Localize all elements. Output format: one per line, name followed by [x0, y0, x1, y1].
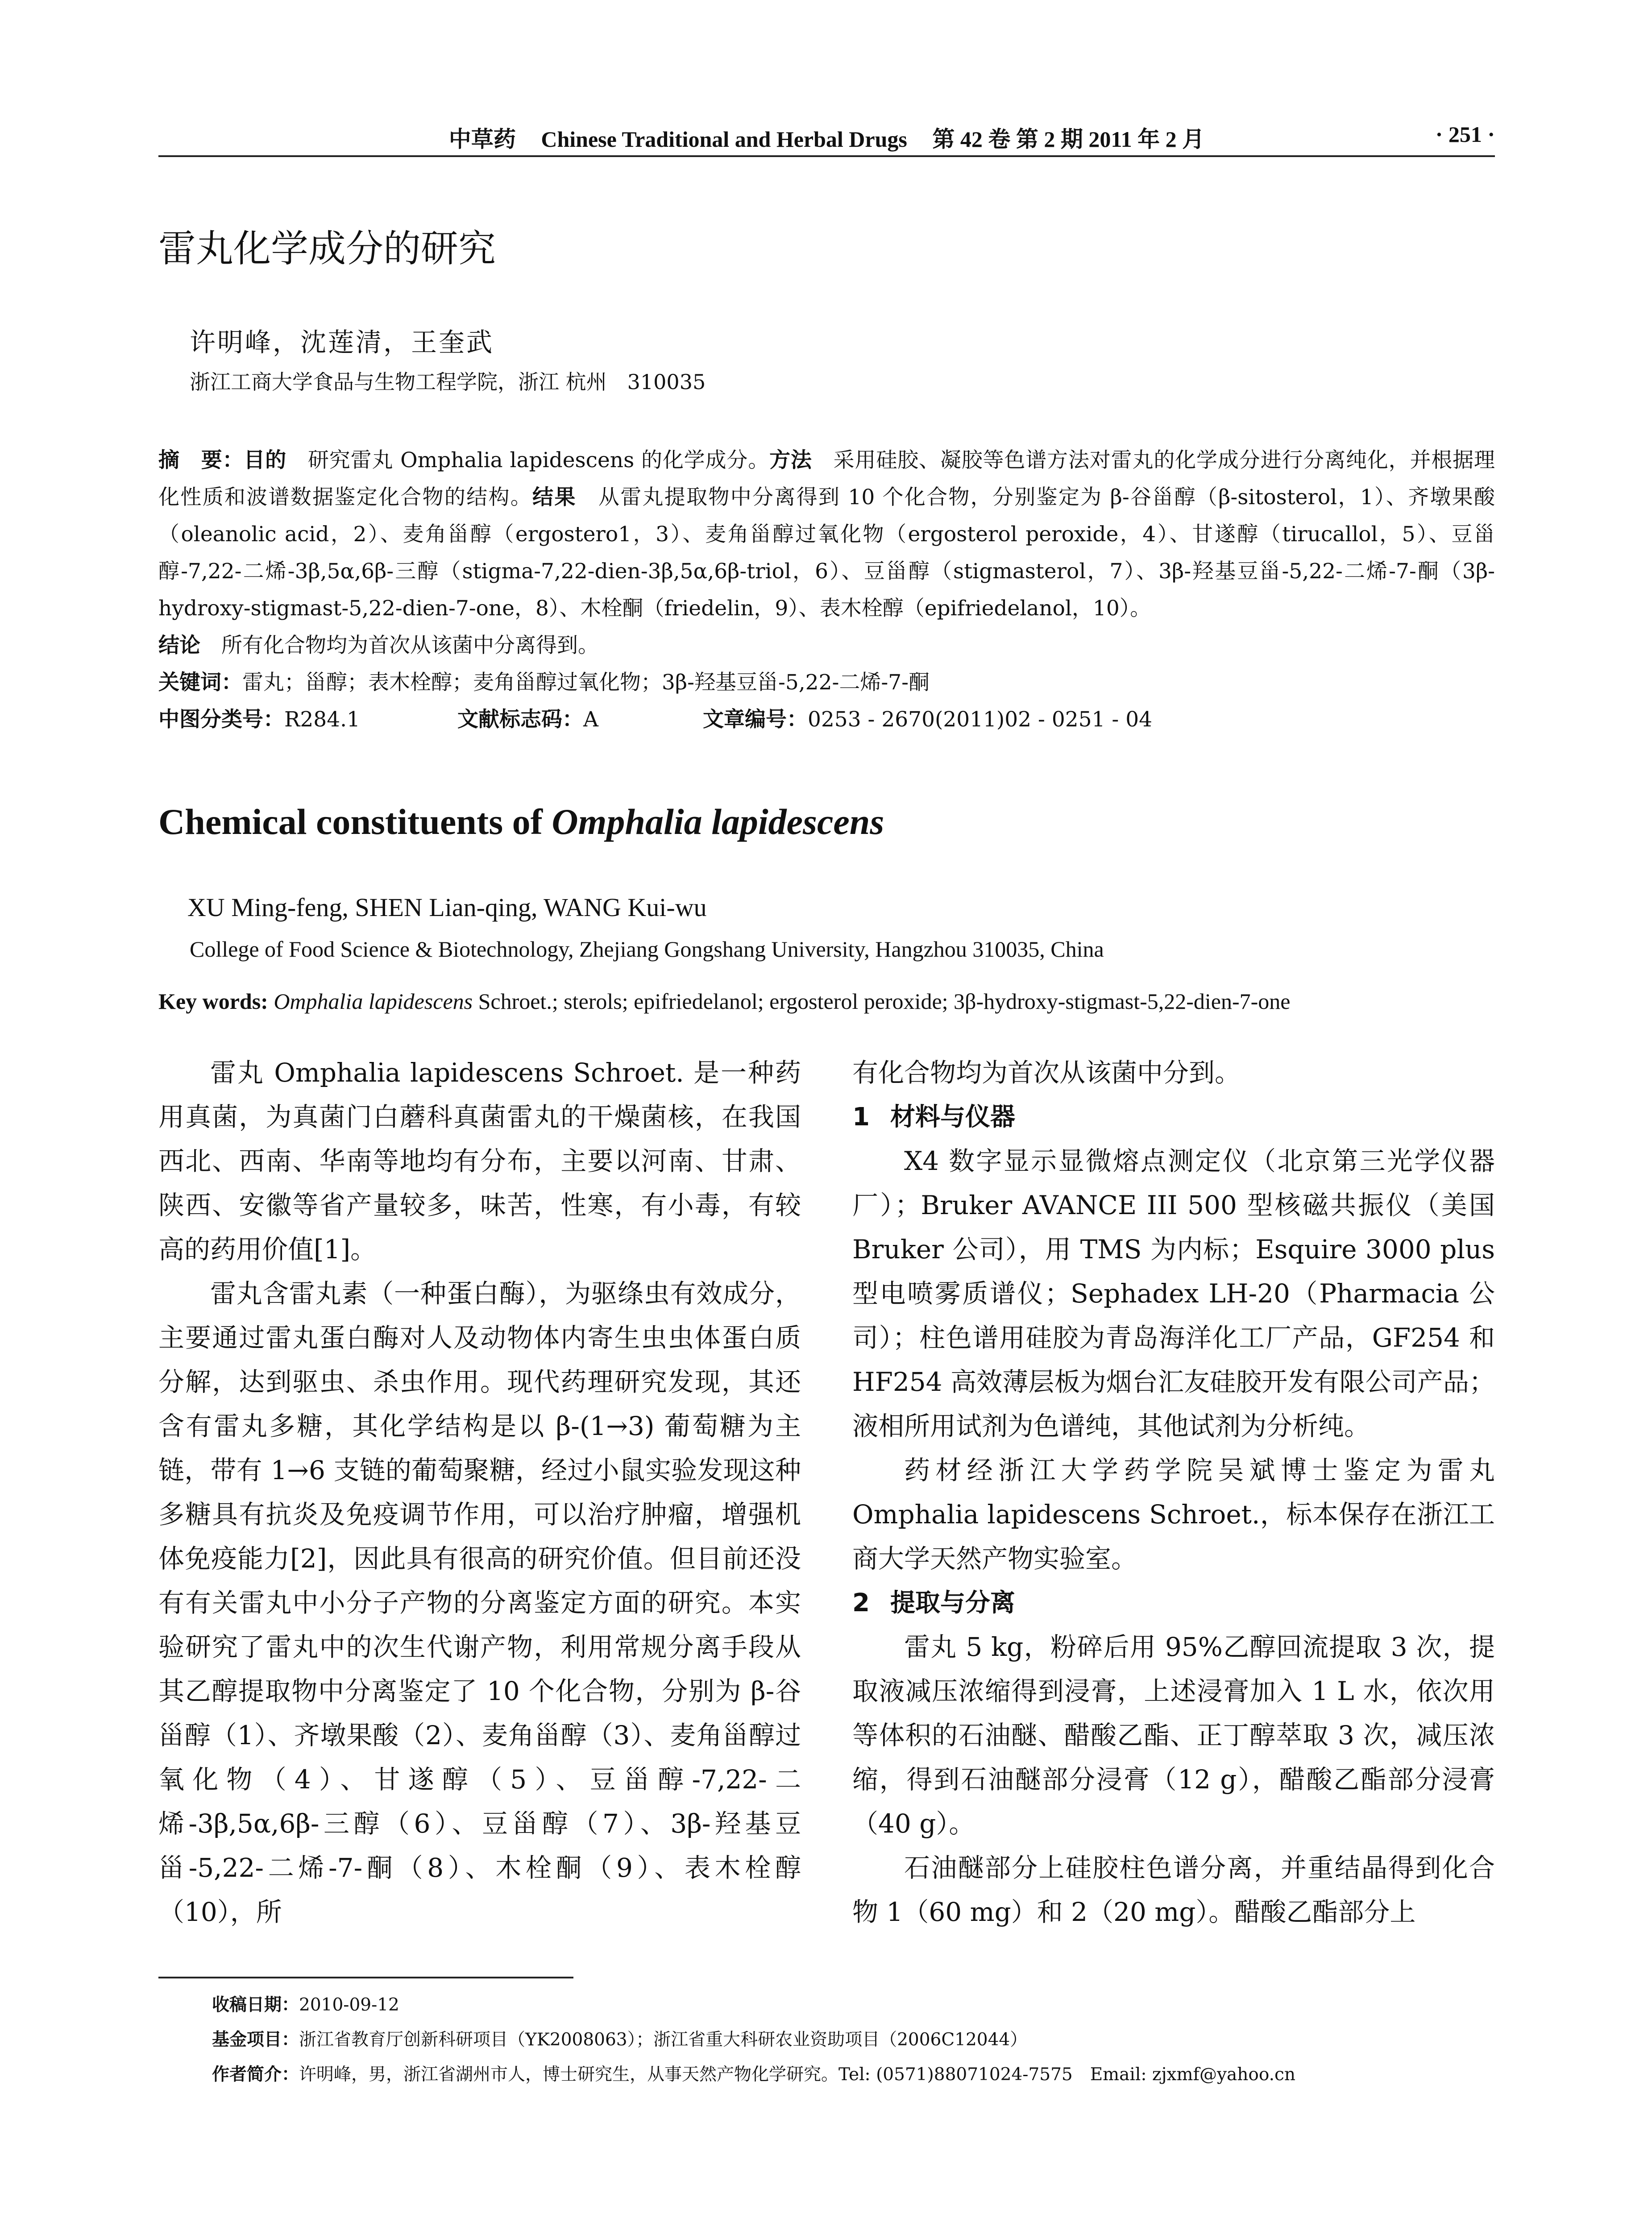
journal-issue: 第 42 卷 第 2 期 2011 年 2 月: [932, 127, 1205, 152]
keywords-label: 关键词：: [158, 670, 242, 695]
keywords-en-text: Schroet.; sterols; epifriedelanol; ergosterol peroxide; 3β-hydroxy-stigmast-5,22-dien-7-one: [473, 989, 1291, 1014]
body-p1-text: 雷丸 Omphalia lapidescens Schroet. 是一种药用真菌，为真菌门白蘑科真菌雷丸的干燥菌核，在我国西北、西南、华南等地均有分布，主要以河南、甘肃、陕西、安徽等省产量较多，味苦，性寒，有小毒，有较高的药用价值[1]。: [158, 1057, 801, 1265]
body-right-column: [852, 1051, 1495, 1934]
header-journal-line: [158, 121, 1495, 153]
section-2-title: 提取与分离: [890, 1588, 1015, 1617]
results-label: 结果: [532, 485, 577, 510]
footnote-received: [212, 1991, 399, 2016]
body-p2-text: 雷丸含雷丸素（一种蛋白酶），为驱绦虫有效成分，主要通过雷丸蛋白酶对人及动物体内寄生虫虫体蛋白质分解，达到驱虫、杀虫作用。现代药理研究发现，其还含有雷丸多糖，其化学结构是以 β-(1→3) 葡萄糖为主链，带有 1→6 支链的葡萄聚糖，经过小鼠实验发现这种多糖具有抗炎及免疫调节作用，可以治疗肿瘤，增强机体免疫能力[2]，因此具有很高的研究价值。但目前还没有有关雷丸中小分子产物的分离鉴定方面的研究。本实验研究了雷丸中的次生代谢产物，利用常规分离手段从其乙醇提取物中分离鉴定了 10 个化合物，分别为 β-谷甾醇（1）、齐墩果酸（2）、麦角甾醇（3）、麦角甾醇过氧化物（4）、甘遂醇（5）、豆甾醇-7,22-二烯-3β,5α,6β-三醇（6）、豆甾醇（7）、3β-羟基豆甾-5,22-二烯-7-酮（8）、木栓酮（9）、表木栓醇（10），所: [158, 1278, 801, 1927]
body-left-column: [158, 1051, 801, 1934]
affiliation-en: College of Food Science & Biotechnology, Zhejiang Gongshang University, Hangzhou 310035, China: [190, 937, 1104, 962]
section-2-number: 2: [852, 1588, 870, 1617]
keywords-text: 雷丸；甾醇；表木栓醇；麦角甾醇过氧化物；3β-羟基豆甾-5,22-二烯-7-酮: [242, 670, 930, 695]
footnote-divider: [158, 1977, 573, 1978]
conclusion-text: 所有化合物均为首次从该菌中分离得到。: [221, 633, 599, 658]
title-en-species: Omphalia lapidescens: [552, 801, 884, 842]
affiliation-cn: 浙江工商大学食品与生物工程学院，浙江 杭州 310035: [190, 370, 706, 394]
keywords-cn: [158, 664, 1495, 701]
running-header: [158, 115, 1495, 157]
results-text: 从雷丸提取物中分离得到 10 个化合物，分别鉴定为 β-谷甾醇（β-sitosterol，1）、齐墩果酸（oleanolic acid，2）、麦角甾醇（ergostero1，3）、麦角甾醇过氧化物（ergosterol peroxide，4）、甘遂醇（tirucallol，5）、豆甾醇-7,22-二烯-3β,5α,6β-三醇（stigma-7,22-dien-3β,5α,6β-triol，6）、豆甾醇（stigmasterol，7）、3β-羟基豆甾-5,22-二烯-7-酮（3β-hydroxy-stigmast-5,22-dien-7-one，8）、木栓酮（friedelin，9）、表木栓醇（epifriedelanol，10）。: [158, 485, 1495, 621]
body-paragraph-3: X4 数字显示显微熔点测定仪（北京第三光学仪器厂）；Bruker AVANCE III 500 型核磁共振仪（美国 Bruker 公司），用 TMS 为内标；Esquire 3000 plus 型电喷雾质谱仪；Sephadex LH-20（Pharmacia 公司）；柱色谱用硅胶为青岛海洋化工厂产品，GF254 和 HF254 高效薄层板为烟台汇友硅胶开发有限公司产品；液相所用试剂为色谱纯，其他试剂为分析纯。: [852, 1146, 1495, 1441]
abstract-body: [158, 442, 1495, 664]
methods-text: 采用硅胶、凝胶等色谱方法对雷丸的化学成分进行分离纯化，并根据理化性质和波谱数据鉴定化合物的结构。: [158, 448, 1495, 510]
section-1-title: 材料与仪器: [890, 1103, 1015, 1132]
article-title-en: [158, 801, 884, 843]
body-paragraph-5: 雷丸 5 kg，粉碎后用 95%乙醇回流提取 3 次，提取液减压浓缩得到浸膏，上述浸膏加入 1 L 水，依次用等体积的石油醚、醋酸乙酯、正丁醇萃取 3 次，减压浓缩，得到石油醚部分浸膏（12 g），醋酸乙酯部分浸膏（40 g）。: [852, 1632, 1495, 1839]
received-label: 收稿日期：: [212, 1995, 299, 2015]
conclusion-label: 结论: [158, 633, 200, 658]
doc-code-value: A: [583, 707, 598, 732]
abstract-label: 摘 要：: [158, 448, 244, 473]
authors-en: XU Ming-feng, SHEN Lian-qing, WANG Kui-wu: [187, 893, 707, 922]
section-1-number: 1: [852, 1103, 870, 1132]
footnote-author: [212, 2061, 1295, 2086]
fund-label: 基金项目：: [212, 2030, 299, 2050]
body-paragraph-4: 药材经浙江大学药学院吴斌博士鉴定为雷丸 Omphalia lapidescens Schroet.，标本保存在浙江工商大学天然产物实验室。: [852, 1455, 1495, 1574]
body-paragraph-2: [158, 1272, 801, 1934]
body-paragraph-6: 石油醚部分上硅胶柱色谱分离，并重结晶得到化合物 1（60 mg）和 2（20 mg）。醋酸乙酯部分上: [852, 1853, 1495, 1927]
fund-text: 浙江省教育厅创新科研项目（YK2008063）；浙江省重大科研农业资助项目（2006C12044）: [299, 2030, 1028, 2050]
classification-row: [158, 701, 1495, 738]
article-no-value: 0253 - 2670(2011)02 - 0251 - 04: [808, 707, 1153, 732]
author-bio-label: 作者简介：: [212, 2065, 299, 2085]
doc-code-label: 文献标志码：: [457, 707, 583, 732]
article-title-cn: 雷丸化学成分的研究: [158, 227, 496, 270]
author-bio-text: 许明峰，男，浙江省湖州市人，博士研究生，从事天然产物化学研究。Tel: (0571)88071024-7575 Email: zjxmf@yahoo.cn: [299, 2065, 1295, 2085]
section-2-heading: [852, 1581, 1495, 1625]
article-no-label: 文章编号：: [703, 707, 808, 732]
body-paragraph-1: [158, 1051, 801, 1272]
objective-text: 研究雷丸 Omphalia lapidescens 的化学成分。: [307, 448, 770, 473]
section-1-heading: [852, 1095, 1495, 1139]
title-en-main: Chemical constituents of: [158, 801, 552, 842]
clc-label: 中图分类号：: [158, 707, 284, 732]
keywords-en-label: Key words:: [158, 989, 268, 1014]
keywords-en: [158, 988, 1290, 1014]
objective-label: 目的: [244, 448, 287, 473]
received-date: 2010-09-12: [299, 1995, 399, 2015]
journal-name-cn: 中草药: [448, 127, 516, 152]
body-paragraph-2-continued: 有化合物均为首次从该菌中分到。: [852, 1057, 1241, 1088]
keywords-en-species: Omphalia lapidescens: [274, 989, 473, 1014]
footnote-fund: [212, 2026, 1027, 2051]
methods-label: 方法: [769, 448, 812, 473]
journal-name-en: Chinese Traditional and Herbal Drugs: [541, 127, 907, 152]
abstract-cn: [158, 442, 1495, 738]
clc-value: R284.1: [284, 707, 360, 732]
page-number: · 251 ·: [1435, 122, 1495, 147]
authors-cn: 许明峰，沈莲清，王奎武: [190, 327, 494, 357]
